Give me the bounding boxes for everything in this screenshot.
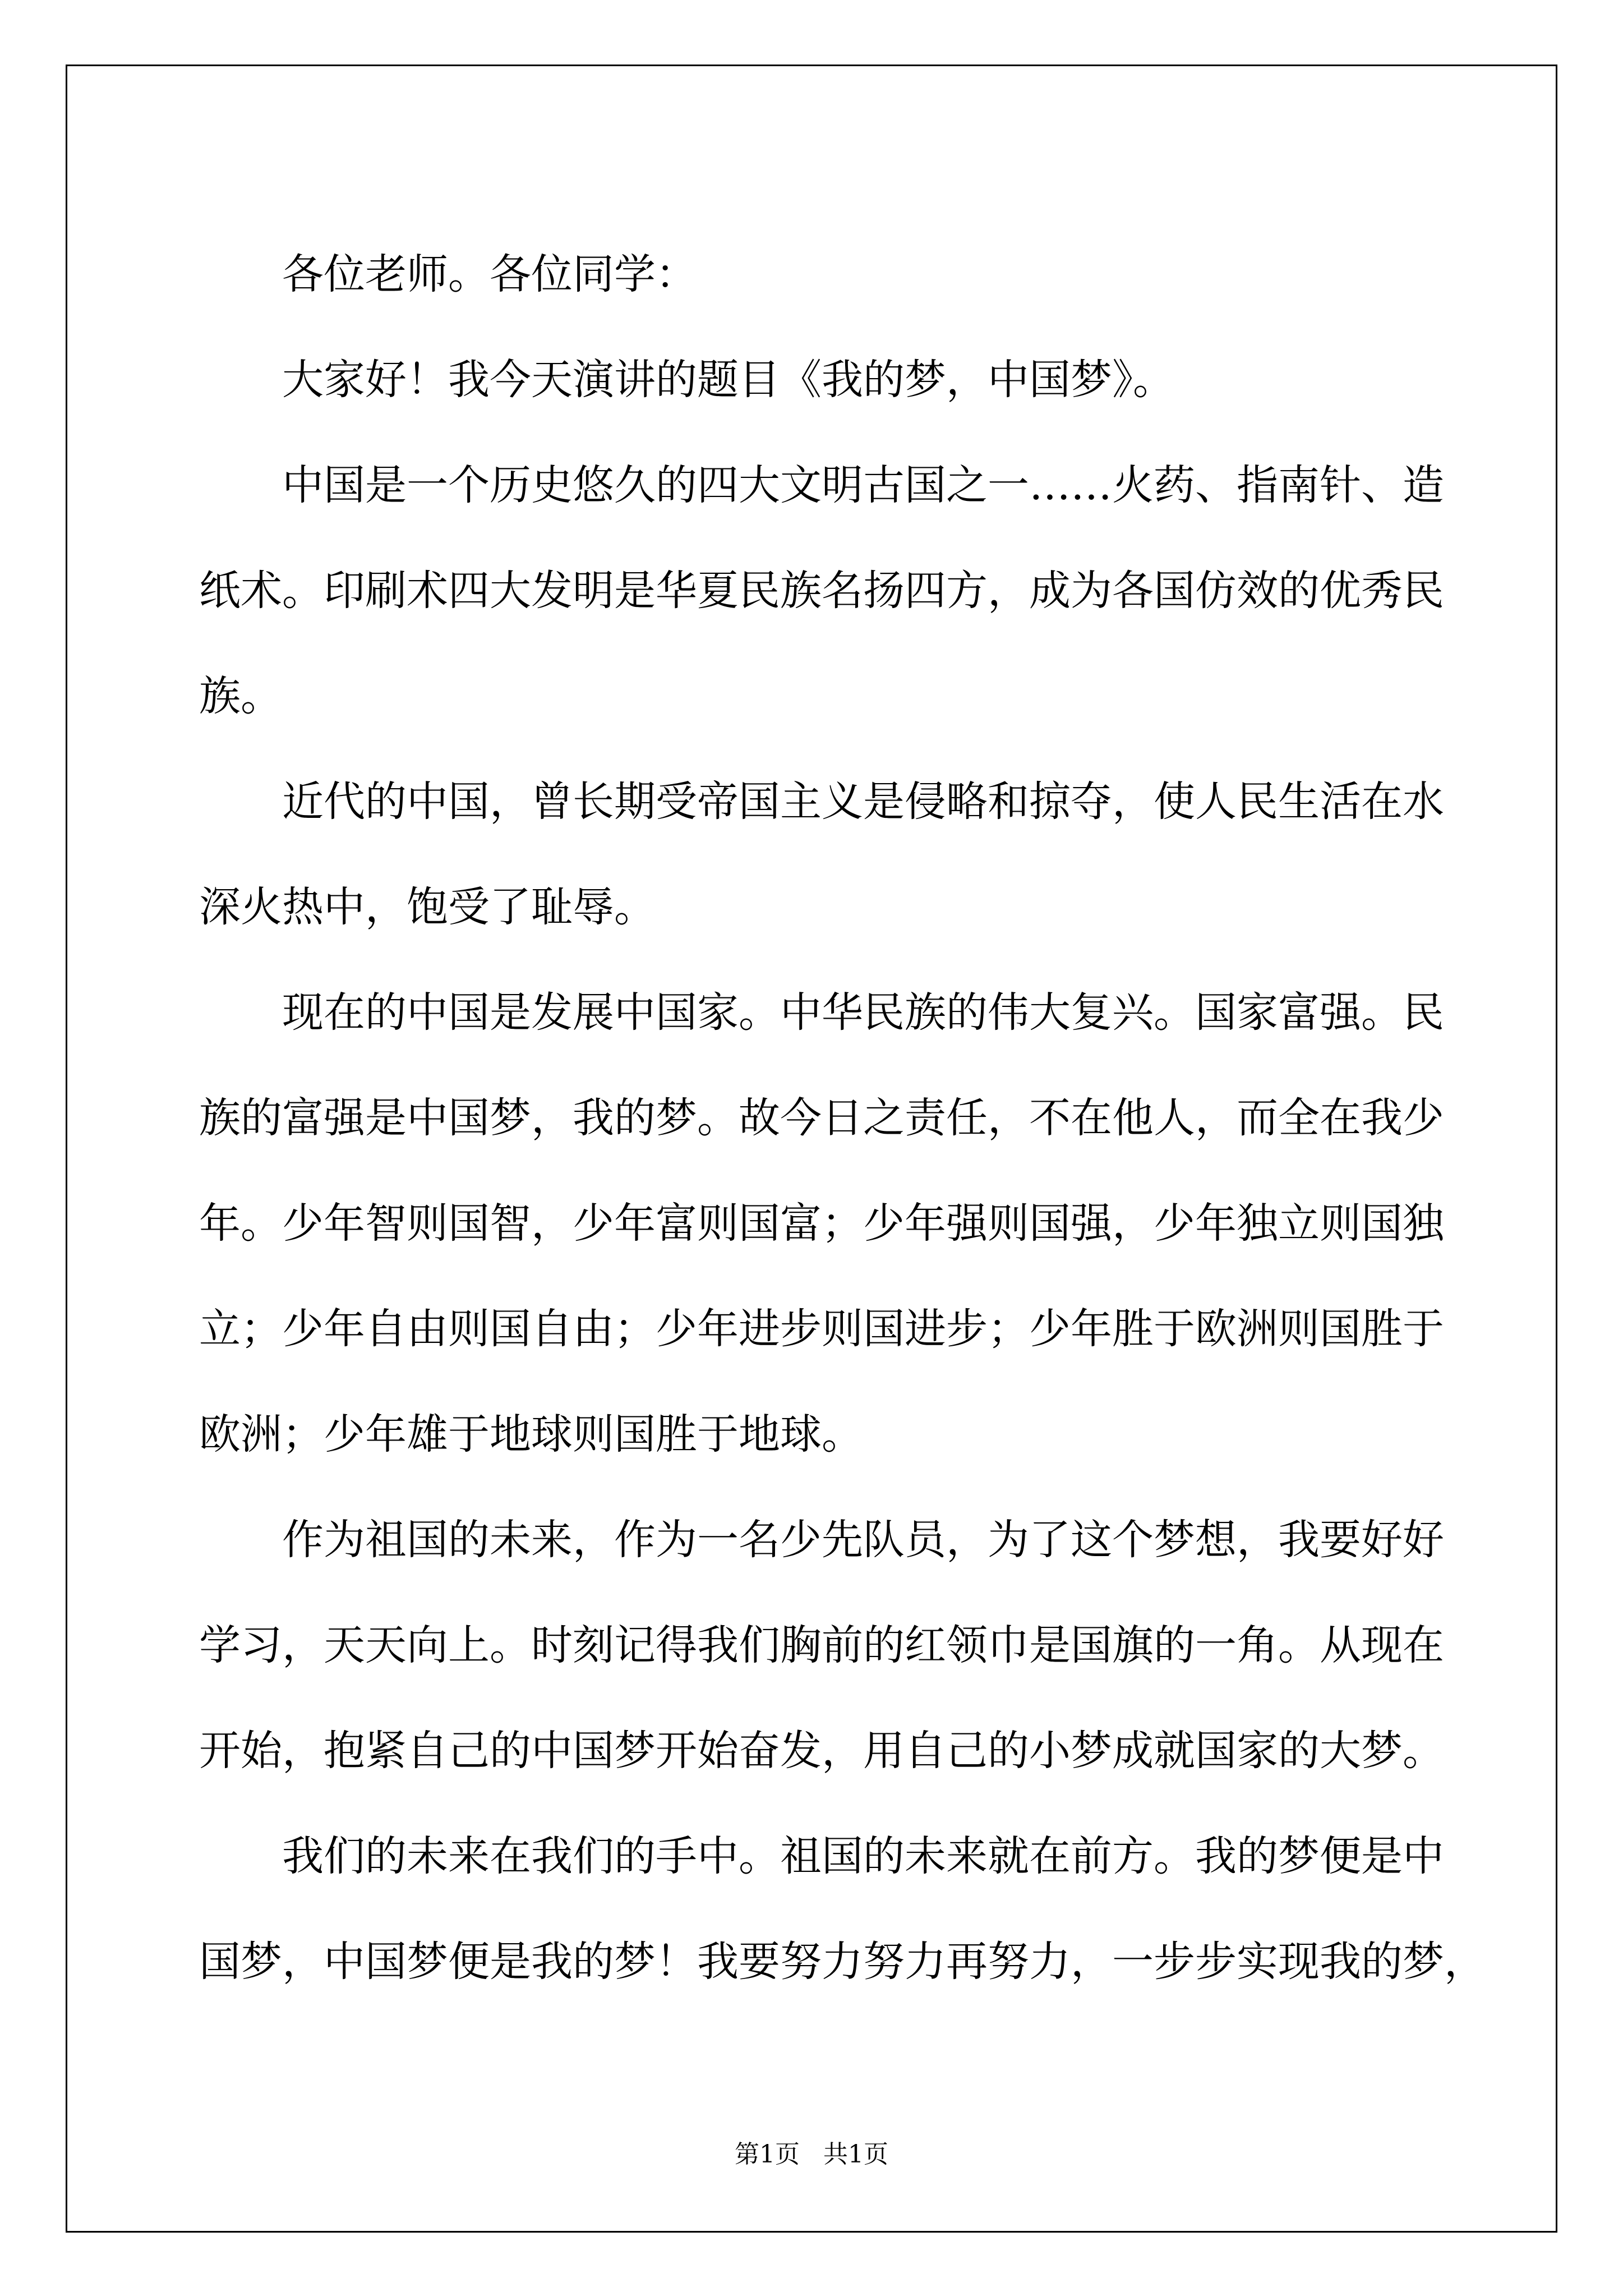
text-line: 国梦，中国梦便是我的梦！我要努力努力再努力，一步步实现我的梦，: [199, 1938, 1486, 1986]
text-line: 大家好！我今天演讲的题目《我的梦，中国梦》。: [282, 356, 1174, 404]
text-line: 纸术。印刷术四大发明是华夏民族名扬四方，成为各国仿效的优秀民: [199, 567, 1444, 615]
text-line: 深火热中，饱受了耻辱。: [199, 883, 656, 931]
document-body: [199, 222, 1486, 2014]
text-line: 族的富强是中国梦，我的梦。故今日之责任，不在他人，而全在我少: [199, 1094, 1444, 1142]
text-line: 中国是一个历史悠久的四大文明古国之一……火药、指南针、造: [282, 461, 1444, 509]
text-line: 开始，抱紧自己的中国梦开始奋发，用自己的小梦成就国家的大梦。: [199, 1727, 1444, 1775]
text-line: 作为祖国的未来，作为一名少先队员，为了这个梦想，我要好好: [282, 1516, 1444, 1564]
text-line: 族。: [199, 672, 282, 720]
text-line: 现在的中国是发展中国家。中华民族的伟大复兴。国家富强。民: [282, 988, 1444, 1037]
page-number-footer: 第1页 共1页: [735, 2140, 888, 2169]
text-line: 学习，天天向上。时刻记得我们胸前的红领巾是国旗的一角。从现在: [199, 1621, 1444, 1669]
text-line: 立；少年自由则国自由；少年进步则国进步；少年胜于欧洲则国胜于: [199, 1305, 1444, 1353]
text-line: 各位老师。各位同学：: [282, 250, 697, 298]
text-line: 年。少年智则国智，少年富则国富；少年强则国强，少年独立则国独: [199, 1199, 1444, 1248]
text-line: 近代的中国，曾长期受帝国主义是侵略和掠夺，使人民生活在水: [282, 777, 1444, 826]
text-line: 欧洲；少年雄于地球则国胜于地球。: [199, 1410, 863, 1458]
text-line: 我们的未来在我们的手中。祖国的未来就在前方。我的梦便是中: [282, 1832, 1444, 1880]
